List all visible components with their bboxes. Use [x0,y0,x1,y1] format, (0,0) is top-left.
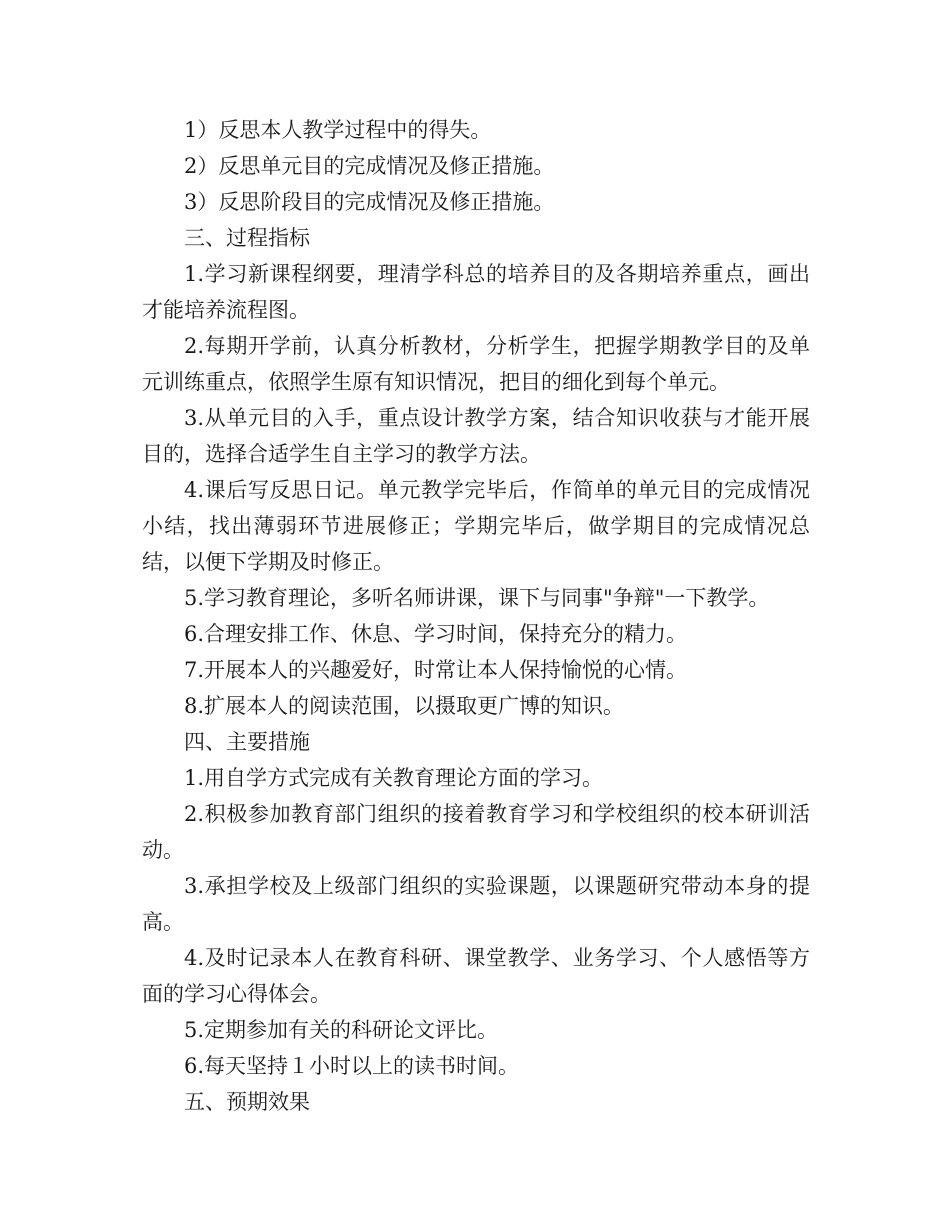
main-measure-1: 1.用自学方式完成有关教育理论方面的学习。 [184,766,604,790]
main-measure-5: 5.定期参加有关的科研论文评比。 [184,1018,499,1042]
main-measure-3: 3.承担学校及上级部门组织的实验课题，以课题研究带动本身的提高。 [142,874,810,934]
process-indicator-7: 7.开展本人的兴趣爱好，时常让本人保持愉悦的心情。 [184,658,688,682]
process-indicator-2: 2.每期开学前，认真分析教材，分析学生，把握学期教学目的及单元训练重点，依照学生原有知识情况，把目的细化到每个单元。 [142,334,810,394]
document-body [142,112,810,1120]
section-heading-main-measures: 四、主要措施 [184,730,310,754]
reflection-item-3: 3）反思阶段目的完成情况及修正措施。 [184,190,555,214]
process-indicator-4: 4.课后写反思日记。单元教学完毕后，作简单的单元目的完成情况小结，找出薄弱环节进展修正；学期完毕后，做学期目的完成情况总结，以便下学期及时修正。 [142,478,810,574]
reflection-item-2: 2）反思单元目的完成情况及修正措施。 [184,154,555,178]
process-indicator-5: 5.学习教育理论，多听名师讲课，课下与同事"争辩"一下教学。 [184,586,770,610]
process-indicator-6: 6.合理安排工作、休息、学习时间，保持充分的精力。 [184,622,688,646]
section-heading-expected-results: 五、预期效果 [184,1090,310,1114]
process-indicator-8: 8.扩展本人的阅读范围，以摄取更广博的知识。 [184,694,625,718]
main-measure-4: 4.及时记录本人在教育科研、课堂教学、业务学习、个人感悟等方面的学习心得体会。 [142,946,810,1006]
main-measure-2: 2.积极参加教育部门组织的接着教育学习和学校组织的校本研训活动。 [142,802,810,862]
main-measure-6: 6.每天坚持１小时以上的读书时间。 [184,1054,520,1078]
process-indicator-1: 1.学习新课程纲要，理清学科总的培养目的及各期培养重点，画出才能培养流程图。 [142,262,810,322]
process-indicator-3: 3.从单元目的入手，重点设计教学方案，结合知识收获与才能开展目的，选择合适学生自主学习的教学方法。 [142,406,810,466]
reflection-item-1: 1）反思本人教学过程中的得失。 [184,118,492,142]
section-heading-process-indicators: 三、过程指标 [184,226,310,250]
